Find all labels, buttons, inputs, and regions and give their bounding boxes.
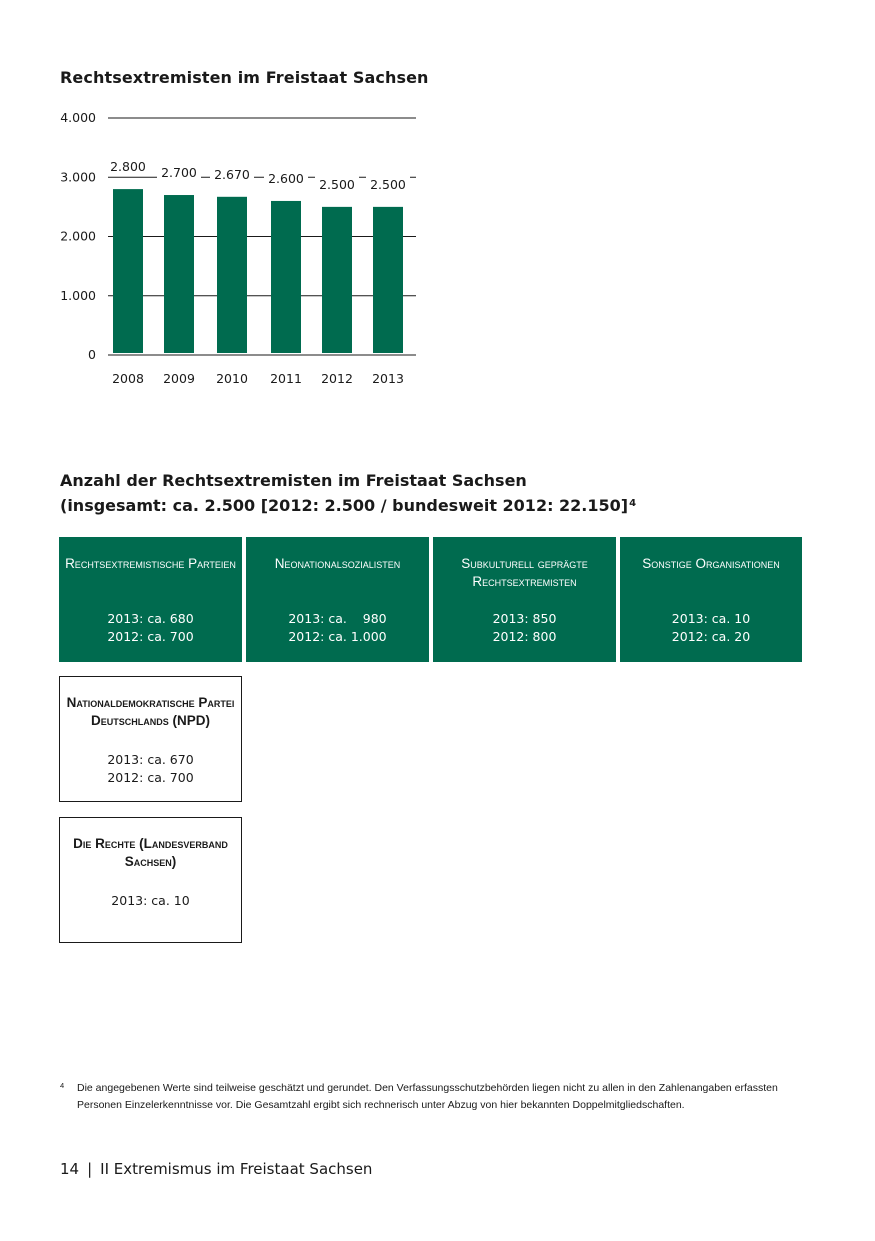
sub-box-values: 2013: ca. 10 [111,893,190,908]
category-title: Neonationalsozialisten [274,556,401,571]
section-title-line2: (insgesamt: ca. 2.500 [2012: 2.500 / bundesweit 2012: 22.150]$^4$ [60,496,637,515]
category-title: Subkulturell geprägte Rechtsextremisten [461,556,588,589]
footnote-reference: 4 [629,498,637,509]
data-label: 2.670 [214,166,250,182]
sub-box-die-rechte [59,817,242,943]
category-values: 2013: ca. 680 2012: ca. 700 [107,611,194,644]
bar [271,201,301,353]
category-box-parteien [59,537,242,662]
category-title: Rechtsextremistische Parteien [65,556,236,571]
sub-box-npd [59,676,242,802]
page-footer [60,1160,372,1178]
y-tick-label: 1.000 [60,287,96,303]
category-box-neonationalsozialisten [246,537,429,662]
section-title-line1: Anzahl der Rechtsextremisten im Freistaat Sachsen [60,471,527,490]
bar [164,195,194,353]
bar [373,207,403,353]
sub-box-values: 2013: ca. 670 2012: ca. 700 [107,752,194,785]
sub-box-title: Nationaldemokratische Partei Deutschlands (NPD) [66,695,235,728]
category-values: 2013: ca. 10 2012: ca. 20 [671,611,751,644]
x-tick-label: 2008 [112,371,144,386]
chapter-title: II Extremismus im Freistaat Sachsen [100,1160,373,1178]
data-label: 2.500 [370,176,406,192]
category-values: 2013: 850 2012: 800 [492,611,557,644]
x-tick-label: 2012 [321,371,353,386]
x-tick-label: 2011 [270,371,302,386]
bar-chart [0,0,875,420]
section-title [60,468,636,518]
data-label: 2.600 [268,170,304,186]
data-label: 2.800 [110,159,146,175]
footnote-text: Die angegebenen Werte sind teilweise geschätzt und gerundet. Den Verfassungsschutzbehörden liegen nicht zu allen in den Zahlenangaben erfassten Personen Einzelerkenntnisse vor. Die Gesamtzahl ergibt sich rechnerisch unter Abzug von hier bekannten Doppelmitgliedschaften. [77,1082,778,1111]
x-tick-label: 2013 [372,371,404,386]
bar [113,189,143,353]
y-tick-label: 0 [88,347,96,362]
y-tick-label: 2.000 [60,228,96,244]
chart-title: Rechtsextremisten im Freistaat Sachsen [60,68,429,87]
page-number: 14 [60,1160,80,1178]
footer-separator: | [87,1160,93,1178]
x-tick-label: 2010 [216,371,248,386]
y-tick-label: 4.000 [60,110,96,125]
category-values: 2013: ca. 980 2012: ca. 1.000 [288,611,387,644]
y-tick-label: 3.000 [60,169,96,185]
category-box-sonstige [620,537,802,662]
bar [322,207,352,353]
data-label: 2.700 [161,165,197,181]
bar [217,197,247,353]
x-tick-label: 2009 [163,371,195,386]
category-title: Sonstige Organisationen [642,556,780,571]
data-label: 2.500 [319,176,355,192]
category-box-subkulturell [433,537,616,662]
footnote-mark: 4 [60,1081,65,1090]
sub-box-title: Die Rechte (Landesverband Sachsen) [73,836,228,869]
